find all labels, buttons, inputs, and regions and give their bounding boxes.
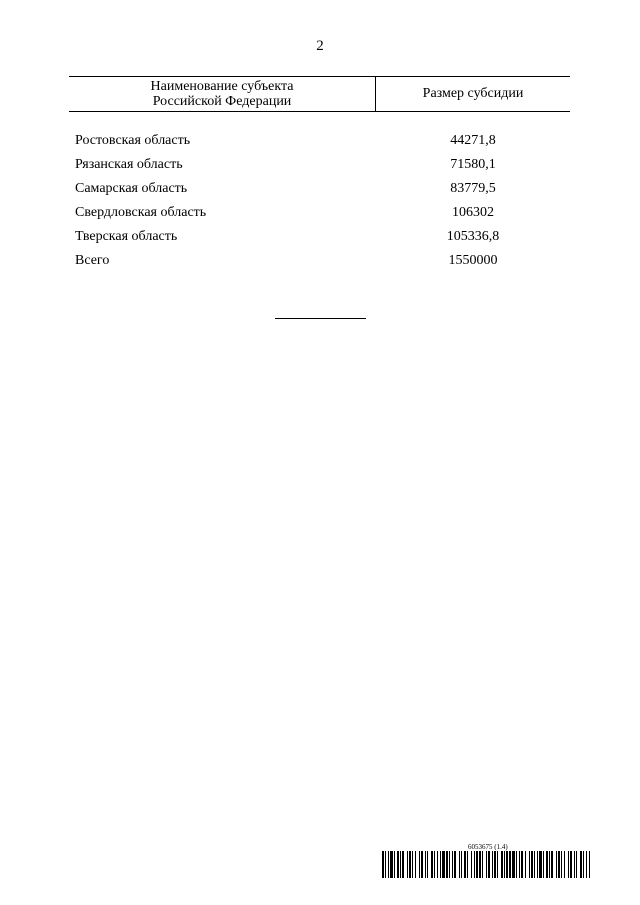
subsidy-amount-cell: 71580,1 bbox=[450, 157, 496, 172]
subsidy-amount-cell: 105336,8 bbox=[446, 229, 500, 244]
table-row bbox=[69, 129, 570, 153]
total-amount-cell: 1550000 bbox=[448, 253, 498, 268]
page-number: 2 bbox=[316, 38, 324, 54]
table-row bbox=[69, 201, 570, 225]
table-header bbox=[69, 76, 570, 112]
table-row bbox=[69, 225, 570, 249]
subsidy-amount-cell: 44271,8 bbox=[450, 133, 496, 148]
total-label-cell: Всего bbox=[75, 253, 110, 268]
column-header-subject-line1: Наименование субъекта bbox=[150, 79, 294, 94]
subsidy-amount-cell: 106302 bbox=[452, 205, 494, 220]
table-row-total bbox=[69, 249, 570, 273]
column-header-amount: Размер субсидии bbox=[422, 86, 524, 101]
table-body bbox=[69, 129, 570, 273]
subject-name-cell: Ростовская область bbox=[75, 133, 191, 148]
barcode-caption: 6053675 (1.4) bbox=[468, 843, 508, 851]
subsidy-table bbox=[69, 76, 570, 273]
subsidy-amount-cell: 83779,5 bbox=[450, 181, 496, 196]
subject-name-cell: Самарская область bbox=[75, 181, 188, 196]
subject-name-cell: Свердловская область bbox=[75, 205, 207, 220]
table-row bbox=[69, 153, 570, 177]
end-of-document-rule bbox=[275, 318, 366, 319]
subject-name-cell: Рязанская область bbox=[75, 157, 183, 172]
table-row bbox=[69, 177, 570, 201]
column-header-subject-line2: Российской Федерации bbox=[152, 94, 292, 109]
barcode-icon bbox=[382, 851, 590, 878]
subject-name-cell: Тверская область bbox=[75, 229, 178, 244]
column-header-subject bbox=[69, 77, 376, 111]
